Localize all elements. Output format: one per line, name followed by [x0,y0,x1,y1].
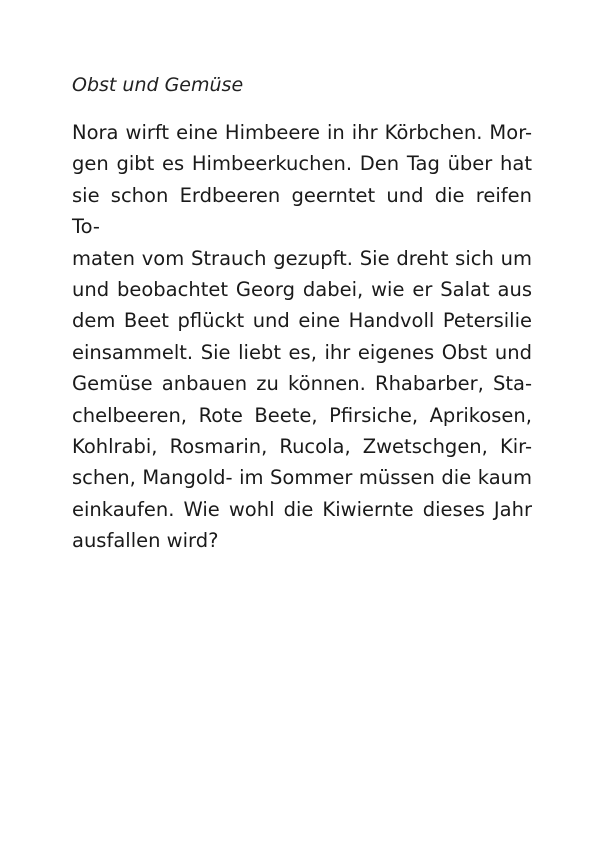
text-line: und beobachtet Georg dabei, wie er Salat aus [72,278,532,302]
text-line-last: ausfallen wird? [72,529,219,553]
text-line: sie schon Erdbeeren geerntet und die reifen To- [72,183,532,239]
text-line: schen, Mangold- im Sommer müssen die kaum [72,466,532,490]
text-line: chelbeeren, Rote Beete, Pfirsiche, Aprikosen, [72,403,532,427]
text-line: dem Beet pflückt und eine Handvoll Petersilie [72,309,532,333]
text-line: gen gibt es Himbeerkuchen. Den Tag über hat [72,152,532,176]
text-line: Nora wirft eine Himbeere in ihr Körbchen. Mor- [72,121,532,144]
page-title: Obst und Gemüse [72,74,244,96]
text-line: Gemüse anbauen zu können. Rhabarber, Sta- [72,372,532,396]
text-line: einsammelt. Sie liebt es, ihr eigenes Obst und [72,340,532,364]
body-paragraph [72,117,532,557]
text-line: Kohlrabi, Rosmarin, Rucola, Zwetschgen, Kir- [72,435,532,459]
text-line: maten vom Strauch gezupft. Sie dreht sich um [72,246,532,270]
text-line: einkaufen. Wie wohl die Kiwiernte dieses Jahr [72,497,532,521]
